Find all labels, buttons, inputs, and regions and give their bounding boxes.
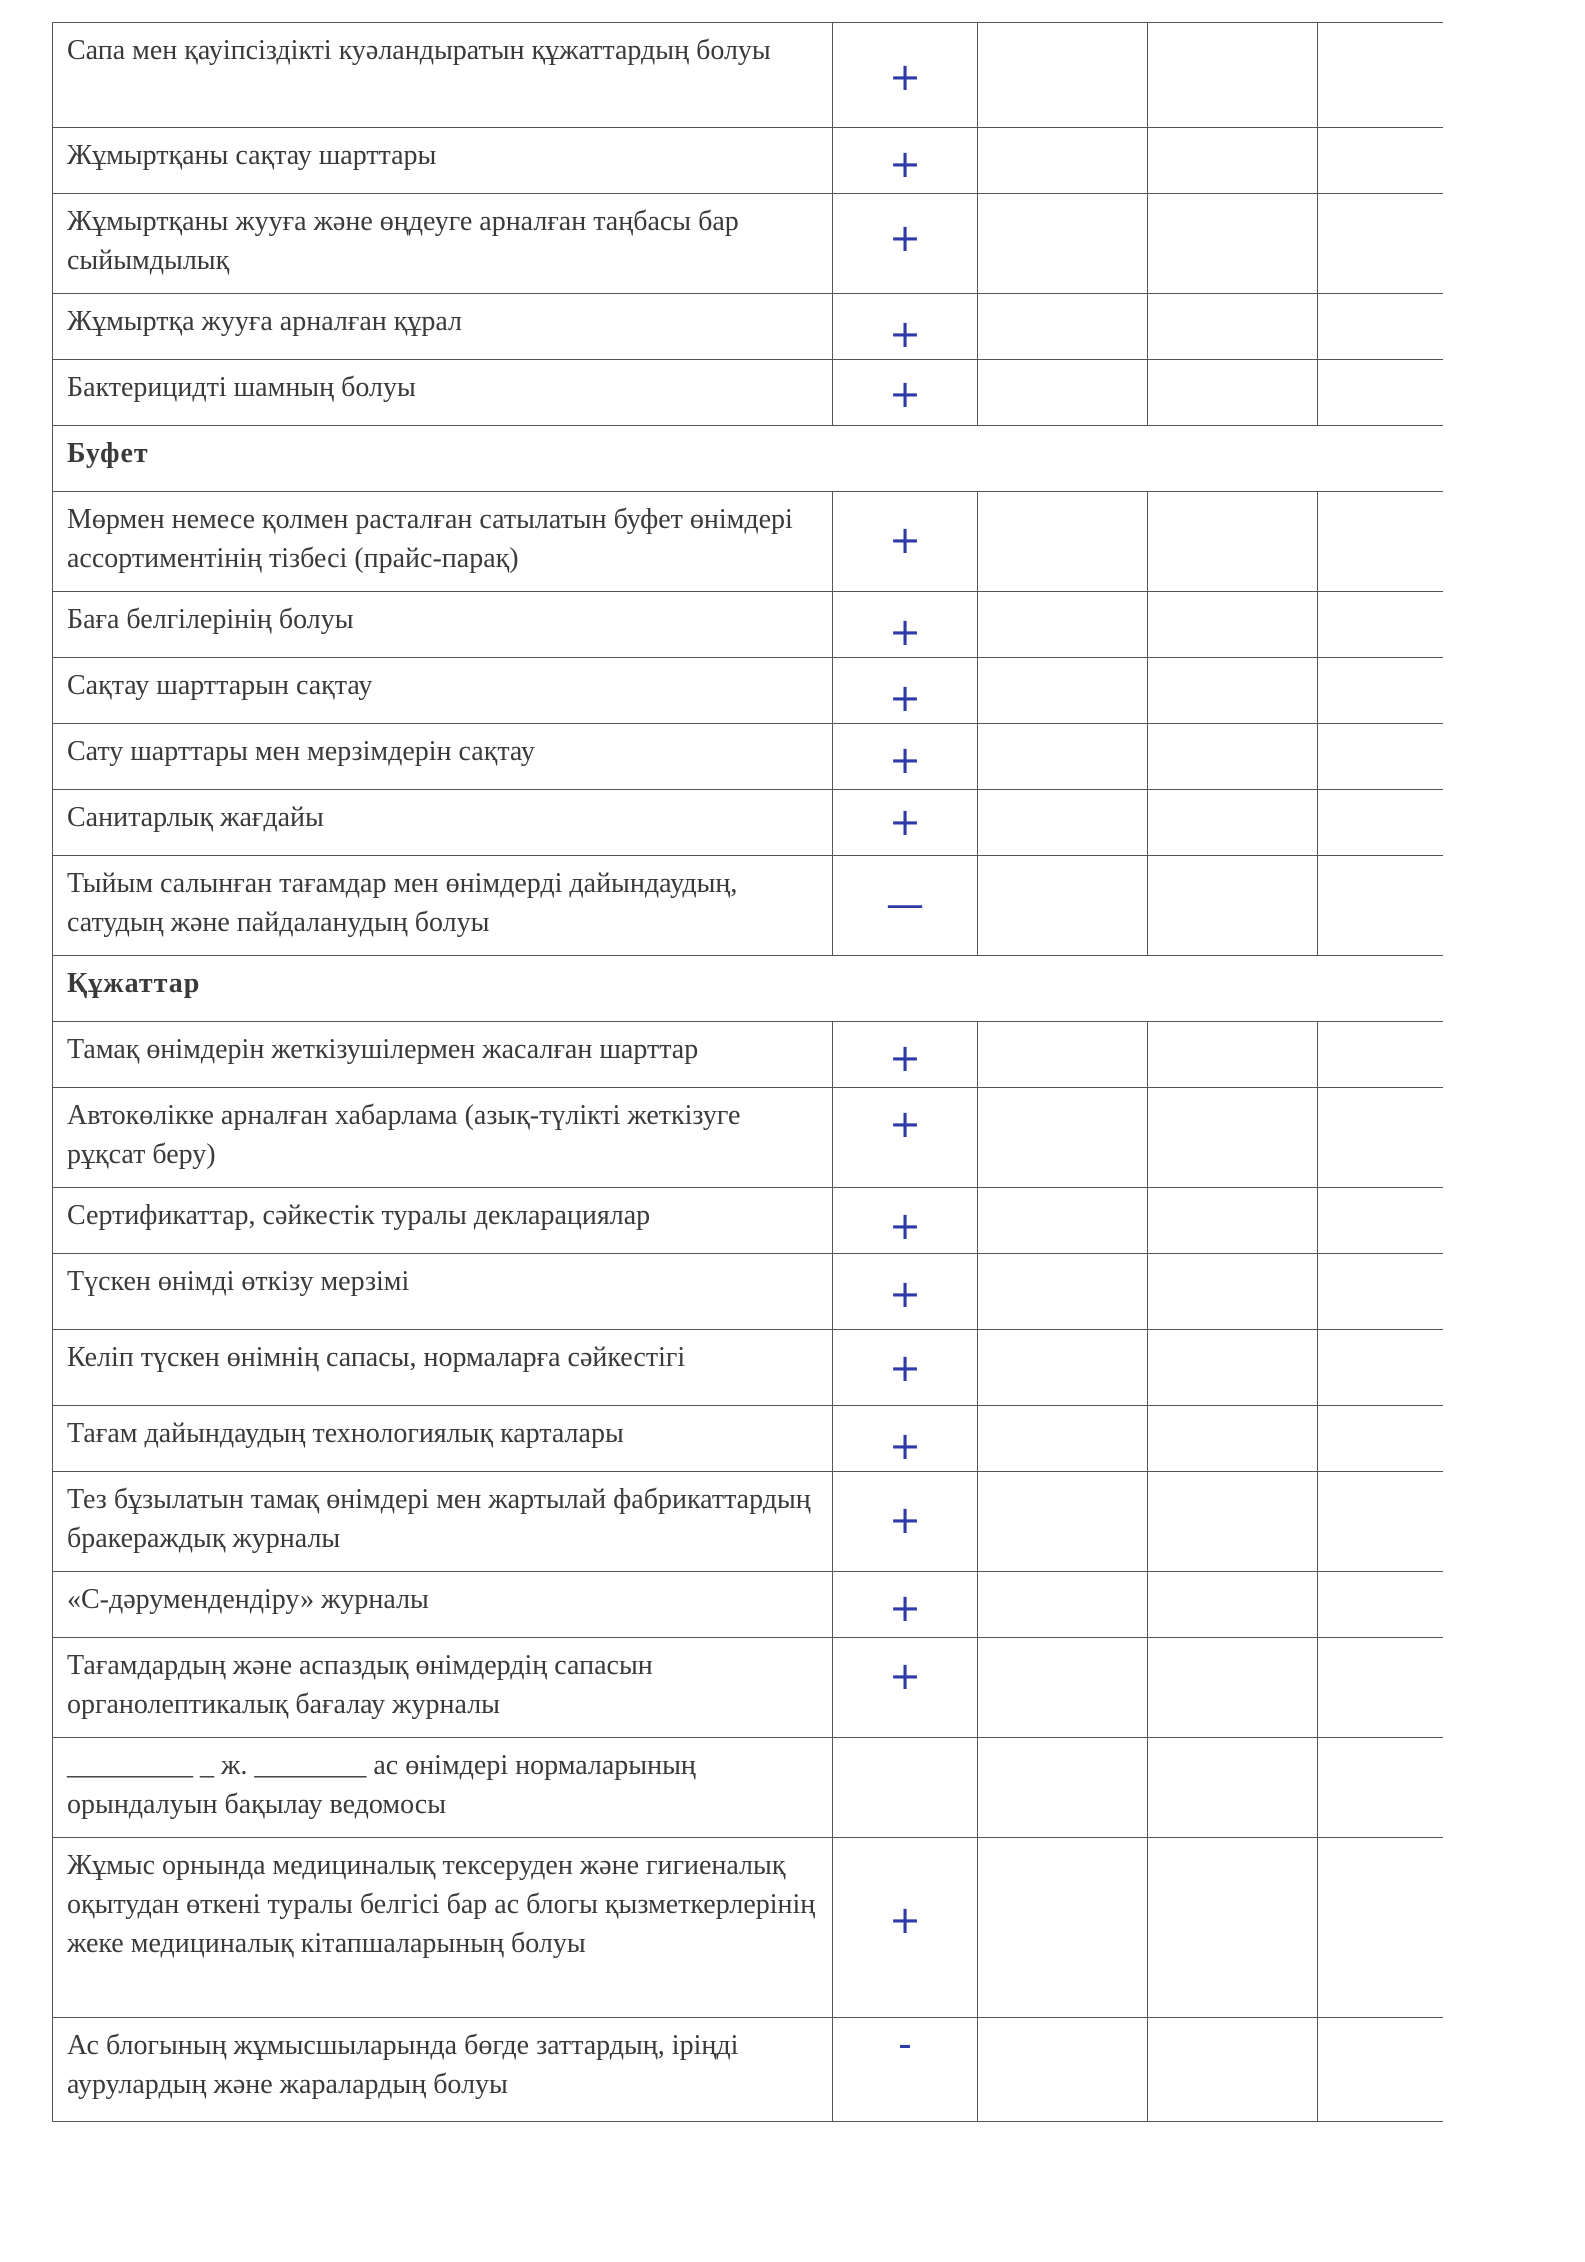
compliance-mark-cell: [833, 1088, 978, 1188]
checklist-row: [53, 1572, 1443, 1638]
empty-cell-c: [1318, 724, 1443, 790]
compliance-mark-cell: [833, 194, 978, 294]
checklist-row: [53, 1330, 1443, 1406]
empty-cell-b: [1148, 1572, 1318, 1638]
checklist-row: [53, 592, 1443, 658]
compliance-mark-cell: [833, 1022, 978, 1088]
empty-cell-a: [978, 194, 1148, 294]
empty-cell-c: [1318, 856, 1443, 956]
empty-cell-b: [1148, 1638, 1318, 1738]
handwritten-mark: +: [889, 142, 921, 186]
empty-cell-c: [1318, 23, 1443, 128]
empty-cell-b: [1148, 1838, 1318, 2018]
empty-cell-a: [978, 1572, 1148, 1638]
criterion-text: Сақтау шарттарын сақтау: [53, 658, 833, 724]
criterion-text: Жұмыртқаны жууға және өңдеуге арналған таңбасы бар сыйымдылық: [53, 194, 833, 294]
empty-cell-b: [1148, 790, 1318, 856]
criterion-text: Жұмыртқаны сақтау шарттары: [53, 128, 833, 194]
handwritten-mark: +: [889, 1498, 921, 1542]
checklist-row: [53, 790, 1443, 856]
checklist-row: [53, 658, 1443, 724]
compliance-mark-cell: [833, 1472, 978, 1572]
empty-cell-b: [1148, 1330, 1318, 1406]
compliance-mark-cell: [833, 658, 978, 724]
empty-cell-c: [1318, 1088, 1443, 1188]
empty-cell-b: [1148, 2018, 1318, 2122]
handwritten-mark: +: [889, 1036, 921, 1080]
checklist-row: [53, 1472, 1443, 1572]
handwritten-mark: +: [889, 312, 921, 356]
compliance-mark-cell: [833, 1638, 978, 1738]
compliance-mark-cell: [833, 1572, 978, 1638]
empty-cell-c: [1318, 2018, 1443, 2122]
criterion-text: Тағам дайындаудың технологиялық карталары: [53, 1406, 833, 1472]
criterion-text: Мөрмен немесе қолмен расталған сатылатын буфет өнімдері ассортиментінің тізбесі (прайс-парақ): [53, 492, 833, 592]
criterion-text: Түскен өнімді өткізу мерзімі: [53, 1254, 833, 1330]
empty-cell-c: [1318, 294, 1443, 360]
handwritten-mark: +: [889, 676, 921, 720]
checklist-row: [53, 1406, 1443, 1472]
empty-cell-a: [978, 360, 1148, 426]
empty-cell-a: [978, 1838, 1148, 2018]
checklist-row: [53, 724, 1443, 790]
empty-cell-c: [1318, 790, 1443, 856]
checklist-row: [53, 194, 1443, 294]
empty-cell-a: [978, 724, 1148, 790]
empty-cell-a: [978, 294, 1148, 360]
handwritten-mark: +: [889, 1586, 921, 1630]
handwritten-mark: +: [889, 1654, 921, 1698]
handwritten-mark: +: [889, 1272, 921, 1316]
empty-cell-a: [978, 592, 1148, 658]
handwritten-mark: +: [889, 1424, 921, 1468]
empty-cell-a: [978, 1254, 1148, 1330]
empty-cell-a: [978, 790, 1148, 856]
checklist-row: [53, 294, 1443, 360]
handwritten-mark: +: [889, 216, 921, 260]
empty-cell-a: [978, 128, 1148, 194]
compliance-mark-cell: [833, 1838, 978, 2018]
empty-cell-c: [1318, 1572, 1443, 1638]
empty-cell-c: [1318, 1022, 1443, 1088]
compliance-mark-cell: [833, 724, 978, 790]
section-row: [53, 956, 1443, 1022]
checklist-row: [53, 360, 1443, 426]
empty-cell-b: [1148, 1738, 1318, 1838]
empty-cell-a: [978, 1638, 1148, 1738]
checklist-table: [52, 22, 1443, 2122]
empty-cell-b: [1148, 1022, 1318, 1088]
empty-cell-a: [978, 492, 1148, 592]
compliance-mark-cell: [833, 856, 978, 956]
empty-cell-a: [978, 1472, 1148, 1572]
compliance-mark-cell: [833, 1188, 978, 1254]
empty-cell-a: [978, 1330, 1148, 1406]
empty-cell-b: [1148, 1406, 1318, 1472]
checklist-row: [53, 1738, 1443, 1838]
empty-cell-b: [1148, 592, 1318, 658]
handwritten-mark: +: [889, 800, 921, 844]
empty-cell-a: [978, 1406, 1148, 1472]
empty-cell-c: [1318, 194, 1443, 294]
handwritten-mark: +: [889, 372, 921, 416]
handwritten-mark: +: [889, 1102, 921, 1146]
checklist-row: [53, 1638, 1443, 1738]
handwritten-mark: +: [889, 1898, 921, 1942]
compliance-mark-cell: [833, 1254, 978, 1330]
handwritten-mark: +: [889, 1346, 921, 1390]
empty-cell-b: [1148, 724, 1318, 790]
handwritten-mark: +: [889, 1204, 921, 1248]
criterion-text: Тыйым салынған тағамдар мен өнімдерді дайындаудың, сатудың және пайдаланудың болуы: [53, 856, 833, 956]
criterion-text: Жұмыртқа жууға арналған құрал: [53, 294, 833, 360]
handwritten-mark: +: [889, 55, 921, 99]
section-row: [53, 426, 1443, 492]
section-heading: Буфет: [53, 426, 1443, 492]
compliance-mark-cell: [833, 1738, 978, 1838]
checklist-row: [53, 2018, 1443, 2122]
empty-cell-b: [1148, 1254, 1318, 1330]
criterion-text: Санитарлық жағдайы: [53, 790, 833, 856]
criterion-text: Ас блогының жұмысшыларында бөгде заттардың, іріңді аурулардың және жаралардың болуы: [53, 2018, 833, 2122]
empty-cell-c: [1318, 128, 1443, 194]
empty-cell-b: [1148, 294, 1318, 360]
criterion-text: Тамақ өнімдерін жеткізушілермен жасалған шарттар: [53, 1022, 833, 1088]
empty-cell-a: [978, 1738, 1148, 1838]
empty-cell-a: [978, 1022, 1148, 1088]
checklist-sheet: [52, 22, 1442, 2122]
criterion-text: Сату шарттары мен мерзімдерін сақтау: [53, 724, 833, 790]
empty-cell-c: [1318, 658, 1443, 724]
section-heading: Құжаттар: [53, 956, 1443, 1022]
checklist-row: [53, 1188, 1443, 1254]
criterion-text: _________ _ ж. ________ ас өнімдері нормаларының орындалуын бақылау ведомосы: [53, 1738, 833, 1838]
empty-cell-a: [978, 23, 1148, 128]
checklist-row: [53, 128, 1443, 194]
empty-cell-c: [1318, 492, 1443, 592]
empty-cell-c: [1318, 1472, 1443, 1572]
compliance-mark-cell: [833, 592, 978, 658]
empty-cell-c: [1318, 1330, 1443, 1406]
empty-cell-a: [978, 1088, 1148, 1188]
criterion-text: Автокөлікке арналған хабарлама (азық-түлікті жеткізуге рұқсат беру): [53, 1088, 833, 1188]
empty-cell-c: [1318, 1638, 1443, 1738]
compliance-mark-cell: [833, 492, 978, 592]
compliance-mark-cell: [833, 1406, 978, 1472]
checklist-row: [53, 1254, 1443, 1330]
empty-cell-c: [1318, 1406, 1443, 1472]
checklist-row: [53, 1088, 1443, 1188]
empty-cell-b: [1148, 856, 1318, 956]
empty-cell-b: [1148, 194, 1318, 294]
compliance-mark-cell: [833, 2018, 978, 2122]
empty-cell-c: [1318, 1838, 1443, 2018]
criterion-text: Тез бұзылатын тамақ өнімдері мен жартылай фабрикаттардың бракераждық журналы: [53, 1472, 833, 1572]
empty-cell-b: [1148, 492, 1318, 592]
empty-cell-b: [1148, 658, 1318, 724]
empty-cell-a: [978, 2018, 1148, 2122]
criterion-text: Жұмыс орнында медициналық тексеруден және гигиеналық оқытудан өткені туралы белгісі бар ас блогы қызметкерлерінің жеке медициналық кітапшаларының болуы: [53, 1838, 833, 2018]
checklist-row: [53, 492, 1443, 592]
empty-cell-b: [1148, 1472, 1318, 1572]
checklist-row: [53, 23, 1443, 128]
compliance-mark-cell: [833, 23, 978, 128]
criterion-text: Бактерицидті шамның болуы: [53, 360, 833, 426]
handwritten-mark: +: [889, 518, 921, 562]
criterion-text: «С-дәрумендендіру» журналы: [53, 1572, 833, 1638]
compliance-mark-cell: [833, 790, 978, 856]
compliance-mark-cell: [833, 1330, 978, 1406]
handwritten-mark: —: [886, 882, 924, 926]
empty-cell-b: [1148, 23, 1318, 128]
compliance-mark-cell: [833, 360, 978, 426]
empty-cell-a: [978, 856, 1148, 956]
checklist-row: [53, 856, 1443, 956]
empty-cell-b: [1148, 128, 1318, 194]
criterion-text: Келіп түскен өнімнің сапасы, нормаларға сәйкестігі: [53, 1330, 833, 1406]
empty-cell-c: [1318, 1188, 1443, 1254]
handwritten-mark: +: [889, 738, 921, 782]
empty-cell-a: [978, 658, 1148, 724]
empty-cell-b: [1148, 360, 1318, 426]
criterion-text: Баға белгілерінің болуы: [53, 592, 833, 658]
handwritten-mark: +: [889, 610, 921, 654]
checklist-row: [53, 1838, 1443, 2018]
empty-cell-c: [1318, 1254, 1443, 1330]
empty-cell-b: [1148, 1188, 1318, 1254]
criterion-text: Сапа мен қауіпсіздікті куәландыратын құжаттардың болуы: [53, 23, 833, 128]
compliance-mark-cell: [833, 128, 978, 194]
handwritten-mark: -: [898, 2022, 912, 2066]
empty-cell-b: [1148, 1088, 1318, 1188]
criterion-text: Сертификаттар, сәйкестік туралы декларациялар: [53, 1188, 833, 1254]
criterion-text: Тағамдардың және аспаздық өнімдердің сапасын органолептикалық бағалау журналы: [53, 1638, 833, 1738]
empty-cell-c: [1318, 1738, 1443, 1838]
checklist-row: [53, 1022, 1443, 1088]
empty-cell-c: [1318, 360, 1443, 426]
compliance-mark-cell: [833, 294, 978, 360]
empty-cell-c: [1318, 592, 1443, 658]
empty-cell-a: [978, 1188, 1148, 1254]
